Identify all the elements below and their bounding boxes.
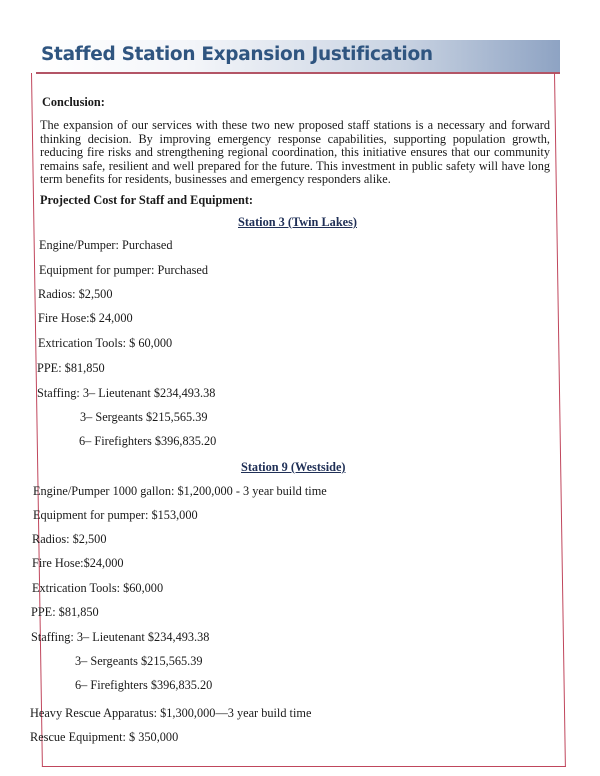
station3-item: PPE: $81,850 [37, 361, 105, 375]
station9-item: Engine/Pumper 1000 gallon: $1,200,000 - 3 year build time [33, 484, 327, 498]
station9-item: Staffing: 3– Lieutenant $234,493.38 [31, 630, 210, 644]
conclusion-paragraph: The expansion of our services with these two new proposed staff stations is a necessary and forward thinking decision. By improving emergency response capabilities, supporting population growth, reducing fire risks and strengthening regional coordination, this initiative ensures that our community remains safe, resilient and well prepared for the future. This investment in public safety will have long term benefits for residents, businesses and emergency responders alike. [40, 118, 550, 187]
station3-item: Staffing: 3– Lieutenant $234,493.38 [37, 386, 216, 400]
station9-item: Rescue Equipment: $ 350,000 [30, 730, 179, 744]
station3-item: Engine/Pumper: Purchased [39, 238, 173, 252]
station9-item: Fire Hose:$24,000 [32, 556, 124, 570]
station3-item: Radios: $2,500 [38, 287, 113, 301]
station9-item: PPE: $81,850 [31, 605, 99, 619]
station9-item: Radios: $2,500 [32, 532, 107, 546]
station9-item: Equipment for pumper: $153,000 [33, 508, 198, 522]
conclusion-heading: Conclusion: [42, 95, 105, 109]
page-title: Staffed Station Expansion Justification [41, 44, 433, 65]
station9-item: Heavy Rescue Apparatus: $1,300,000—3 year build time [30, 706, 312, 720]
station3-item: Extrication Tools: $ 60,000 [38, 336, 173, 350]
station3-item: Fire Hose:$ 24,000 [38, 311, 133, 325]
station9-item: 6– Firefighters $396,835.20 [75, 678, 213, 692]
station3-item: 3– Sergeants $215,565.39 [80, 410, 208, 424]
station9-item: 3– Sergeants $215,565.39 [75, 654, 203, 668]
station9-item: Extrication Tools: $60,000 [32, 581, 164, 595]
cost-heading: Projected Cost for Staff and Equipment: [40, 193, 254, 207]
station9-heading: Station 9 (Westside) [241, 460, 346, 474]
station3-item: 6– Firefighters $396,835.20 [79, 434, 217, 448]
station3-item: Equipment for pumper: Purchased [39, 263, 209, 277]
station3-heading: Station 3 (Twin Lakes) [238, 215, 357, 229]
